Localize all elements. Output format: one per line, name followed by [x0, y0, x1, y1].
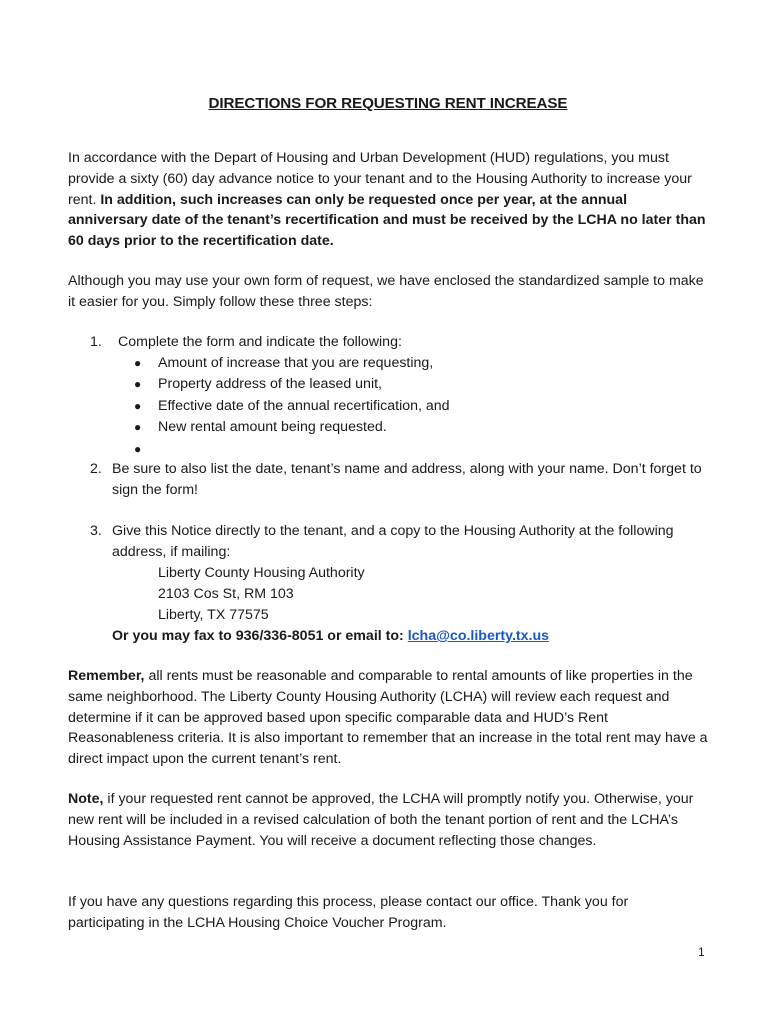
contact-prefix: Or you may fax to 936/336-8051 or email to: — [112, 628, 408, 644]
remember-paragraph — [68, 666, 708, 770]
page-number: 1 — [698, 945, 705, 959]
remember-text: all rents must be reasonable and comparable to rental amounts of like properties in the same neighborhood. The Liberty County Housing Authority (LCHA) will review each request and determine if it can be approved based upon specific comparable data and HUD’s Rent Reasonableness criteria. It is also important to remember that an increase in the total rent may have a direct impact upon the current tenant’s rent. — [68, 668, 708, 768]
bullet-icon: ● — [134, 441, 142, 456]
step-text: Be sure to also list the date, tenant’s name and address, along with your name. Don’t forget to sign the form! — [112, 461, 702, 498]
note-text: if your requested rent cannot be approved, the LCHA will promptly notify you. Otherwise, your new rent will be included in a revised calculation of both the tenant portion of rent and the LCHA’s Housing Assistance Payment. You will receive a document reflecting those changes. — [68, 791, 694, 849]
email-link[interactable]: lcha@co.liberty.tx.us — [407, 628, 550, 644]
sample-note-paragraph: Although you may use your own form of request, we have enclosed the standardized sample to make it easier for you. Simply follow these three steps: — [68, 273, 704, 310]
page-title: DIRECTIONS FOR REQUESTING RENT INCREASE — [208, 95, 568, 112]
step-number: 1. — [90, 334, 102, 350]
bullet-icon: ● — [134, 398, 142, 413]
address-line: Liberty County Housing Authority — [158, 565, 365, 581]
bullet-icon: ● — [134, 356, 142, 370]
intro-paragraph — [68, 148, 708, 252]
step-text: Give this Notice directly to the tenant, and a copy to the Housing Authority at the following address, if mailing: — [112, 523, 674, 560]
contact-line — [112, 626, 702, 647]
step-text: Complete the form and indicate the following: — [118, 334, 402, 350]
remember-lead: Remember, — [68, 668, 145, 684]
bullet-icon: ● — [134, 377, 142, 392]
intro-text: In accordance with the Depart of Housing and Urban Development (HUD) regulations, you must provide a sixty (60) day advance notice to your tenant and to the Housing Authority to increase your rent. — [68, 150, 692, 208]
closing-paragraph: If you have any questions regarding this process, please contact our office. Thank you for participating in the LCHA Housing Choice Voucher Program. — [68, 894, 629, 931]
note-lead: Note, — [68, 791, 104, 807]
step-number: 3. — [90, 523, 102, 539]
intro-bold-text: In addition, such increases can only be requested once per year, at the annual anniversary date of the tenant’s recertification and must be received by the LCHA no later than 60 days prior to the recertification date. — [68, 191, 706, 250]
note-paragraph — [68, 789, 708, 851]
address-line: 2103 Cos St, RM 103 — [158, 586, 294, 602]
step-number: 2. — [90, 461, 102, 477]
address-line: Liberty, TX 77575 — [158, 607, 269, 623]
bullet-icon: ● — [134, 420, 142, 435]
